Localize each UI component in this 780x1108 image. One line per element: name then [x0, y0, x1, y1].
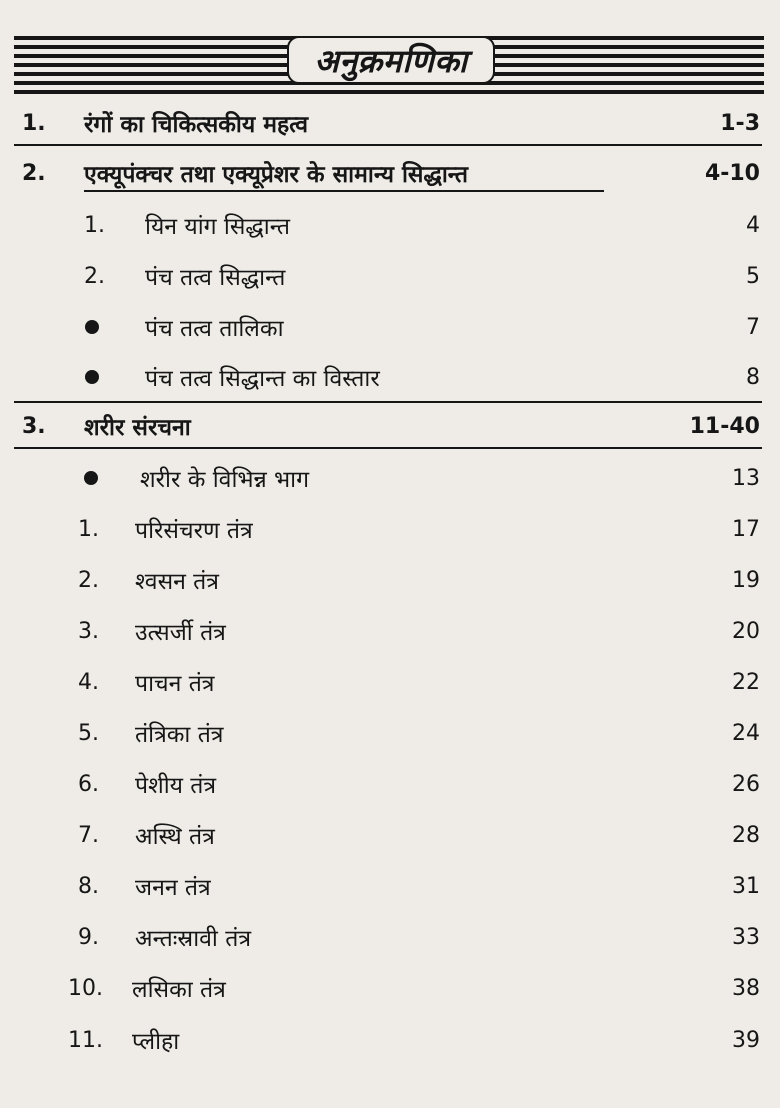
- entry-title: परिसंचरण तंत्र: [135, 518, 253, 544]
- entry-number: 7.: [78, 822, 99, 848]
- toc-entry: [0, 866, 780, 906]
- toc-entry: [0, 205, 780, 245]
- chapter-divider: [14, 447, 762, 449]
- entry-title: उत्सर्जी तंत्र: [135, 620, 226, 646]
- toc-entry: [0, 611, 780, 651]
- toc-entry: [0, 307, 780, 347]
- entry-number: 2.: [78, 567, 99, 593]
- entry-page: 1-3: [720, 110, 760, 136]
- entry-page: 13: [732, 465, 760, 491]
- entry-title: शरीर के विभिन्न भाग: [140, 467, 310, 493]
- entry-number: 1.: [84, 212, 105, 238]
- entry-number: 6.: [78, 771, 99, 797]
- page-title: अनुक्रमणिका: [314, 41, 468, 80]
- bullet-icon: [85, 370, 99, 384]
- entry-title: पंच तत्व सिद्धान्त: [145, 265, 286, 291]
- toc-entry: [0, 917, 780, 957]
- entry-title: पंच तत्व तालिका: [145, 316, 284, 342]
- bullet-icon: [85, 320, 99, 334]
- entry-number: 5.: [78, 720, 99, 746]
- entry-title: एक्यूपंक्चर तथा एक्यूप्रेशर के सामान्य सिद्धान्त: [84, 162, 468, 188]
- entry-page: 26: [732, 771, 760, 797]
- entry-page: 5: [746, 263, 760, 289]
- entry-page: 19: [732, 567, 760, 593]
- entry-title: श्वसन तंत्र: [135, 569, 219, 595]
- chapter-underline: [84, 190, 604, 192]
- entry-page: 20: [732, 618, 760, 644]
- entry-number: 2.: [84, 263, 105, 289]
- entry-page: 4-10: [704, 160, 760, 186]
- entry-number: 9.: [78, 924, 99, 950]
- entry-title: पंच तत्व सिद्धान्त का विस्तार: [145, 366, 380, 392]
- toc-entry-chapter-1: [0, 103, 780, 143]
- entry-page: 31: [732, 873, 760, 899]
- entry-page: 22: [732, 669, 760, 695]
- entry-title: लसिका तंत्र: [132, 977, 226, 1003]
- title-box: [287, 36, 495, 84]
- toc-entry: [0, 815, 780, 855]
- entry-title: पेशीय तंत्र: [135, 773, 217, 799]
- entry-number: 4.: [78, 669, 99, 695]
- entry-page: 8: [746, 364, 760, 390]
- entry-title: अन्तःस्रावी तंत्र: [135, 926, 252, 952]
- entry-title: रंगों का चिकित्सकीय महत्व: [84, 112, 309, 138]
- entry-number: 8.: [78, 873, 99, 899]
- entry-number: 3.: [78, 618, 99, 644]
- entry-page: 11-40: [689, 413, 760, 439]
- chapter-divider: [14, 401, 762, 403]
- entry-page: 39: [732, 1027, 760, 1053]
- toc-entry-chapter-2: [0, 153, 780, 193]
- entry-number: 1.: [22, 110, 46, 136]
- entry-title: जनन तंत्र: [135, 875, 211, 901]
- toc-entry: [0, 256, 780, 296]
- entry-title: पाचन तंत्र: [135, 671, 215, 697]
- entry-page: 17: [732, 516, 760, 542]
- entry-number: 10.: [68, 975, 103, 1001]
- entry-title: शरीर संरचना: [84, 415, 191, 441]
- entry-number: 1.: [78, 516, 99, 542]
- entry-page: 33: [732, 924, 760, 950]
- entry-page: 4: [746, 212, 760, 238]
- bullet-icon: [84, 471, 98, 485]
- toc-entry: [0, 662, 780, 702]
- toc-entry: [0, 1020, 780, 1060]
- entry-title: यिन यांग सिद्धान्त: [145, 214, 290, 240]
- entry-page: 38: [732, 975, 760, 1001]
- chapter-divider: [14, 144, 762, 146]
- entry-page: 7: [746, 314, 760, 340]
- toc-entry: [0, 458, 780, 498]
- toc-entry: [0, 968, 780, 1008]
- entry-number: 2.: [22, 160, 46, 186]
- entry-title: अस्थि तंत्र: [135, 824, 215, 850]
- toc-entry: [0, 764, 780, 804]
- toc-entry: [0, 560, 780, 600]
- toc-entry: [0, 357, 780, 397]
- toc-entry: [0, 509, 780, 549]
- toc-entry: [0, 713, 780, 753]
- entry-number: 11.: [68, 1027, 103, 1053]
- entry-title: तंत्रिका तंत्र: [135, 722, 224, 748]
- entry-page: 28: [732, 822, 760, 848]
- toc-entry-chapter-3: [0, 406, 780, 446]
- entry-title: प्लीहा: [132, 1029, 180, 1055]
- entry-page: 24: [732, 720, 760, 746]
- entry-number: 3.: [22, 413, 46, 439]
